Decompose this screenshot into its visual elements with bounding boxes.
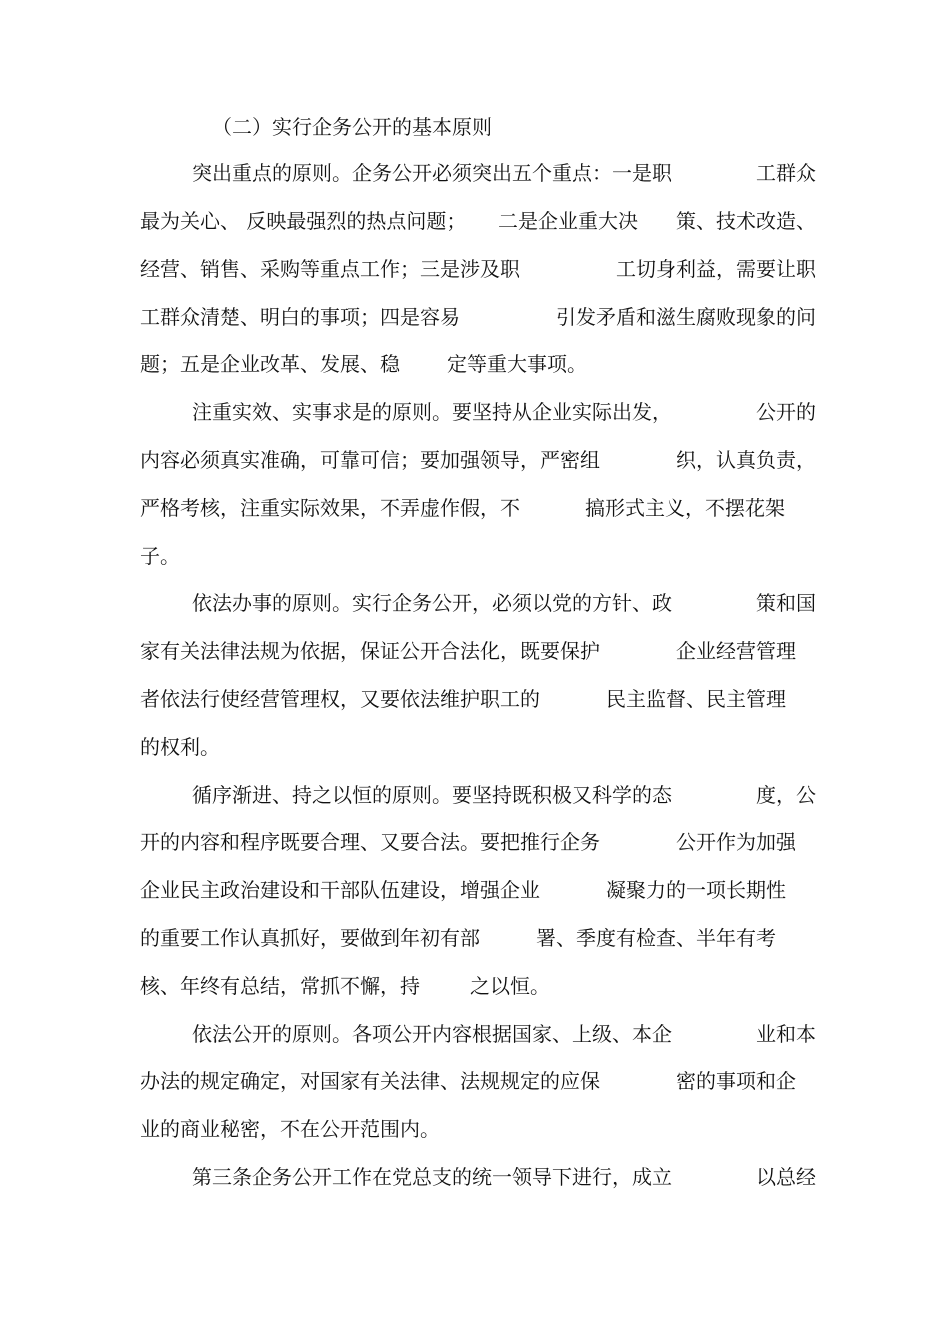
text-segment: 题；五是企业改革、发展、稳: [140, 352, 400, 376]
text-segment: 引发矛盾和滋生腐败现象的问: [556, 305, 816, 329]
text-segment: 严格考核，注重实际效果，不弄虚作假，不: [140, 496, 520, 520]
text-segment: 工切身利益，需要让职: [616, 257, 816, 281]
text-line: [140, 301, 816, 333]
text-segment: 者依法行使经营管理权，又要依法维护职工的: [140, 687, 540, 711]
text-segment: 度，公: [756, 783, 816, 807]
text-line: [140, 731, 816, 763]
text-line: [140, 826, 816, 858]
text-segment: 公开作为加强: [676, 830, 796, 854]
text-segment: 署、季度有检查、半年有考: [536, 926, 776, 950]
text-line: [140, 540, 816, 572]
text-segment: 公开的: [756, 400, 816, 424]
text-line: [192, 1161, 816, 1193]
text-line: [140, 1113, 816, 1145]
text-line: [192, 396, 816, 428]
text-segment: 工群众清楚、明白的事项；四是容易: [140, 305, 460, 329]
text-line: [140, 205, 816, 237]
text-segment: 循序渐进、持之以恒的原则。要坚持既积极又科学的态: [192, 783, 672, 807]
text-segment: 子。: [140, 544, 180, 568]
text-line: [140, 444, 816, 476]
text-segment: 企业经营管理: [676, 639, 796, 663]
text-line: [140, 922, 816, 954]
text-line: [192, 587, 816, 619]
text-segment: 的权利。: [140, 735, 220, 759]
text-segment: 注重实效、实事求是的原则。要坚持从企业实际出发，: [192, 400, 672, 424]
text-segment: 织，认真负责，: [676, 448, 816, 472]
text-line: [140, 874, 816, 906]
text-segment: 之以恒。: [470, 974, 550, 998]
text-segment: 办法的规定确定，对国家有关法律、法规规定的应保: [140, 1069, 600, 1093]
text-line: [140, 635, 816, 667]
text-line: [140, 1065, 816, 1097]
text-segment: 的重要工作认真抓好，要做到年初有部: [140, 926, 480, 950]
text-segment: 以总经: [756, 1165, 816, 1189]
text-segment: 经营、销售、采购等重点工作；三是涉及职: [140, 257, 520, 281]
text-segment: 搞形式主义，不摆花架: [585, 496, 785, 520]
text-segment: 凝聚力的一项长期性: [606, 878, 786, 902]
text-line: [140, 253, 816, 285]
text-segment: 密的事项和企: [676, 1069, 796, 1093]
heading-text: （二）实行企务公开的基本原则: [212, 115, 492, 139]
text-segment: 内容必须真实准确，可靠可信；要加强领导，严密组: [140, 448, 600, 472]
text-segment: 家有关法律法规为依据，保证公开合法化，既要保护: [140, 639, 600, 663]
text-segment: 定等重大事项。: [447, 352, 587, 376]
text-segment: 策、技术改造、: [676, 209, 816, 233]
text-segment: 策和国: [756, 591, 816, 615]
text-segment: 第三条企务公开工作在党总支的统一领导下进行，成立: [192, 1165, 672, 1189]
section-heading: [212, 111, 816, 143]
text-line: [192, 157, 816, 189]
text-segment: 突出重点的原则。企务公开必须突出五个重点：一是职: [192, 161, 672, 185]
text-segment: 业的商业秘密，不在公开范围内。: [140, 1117, 440, 1141]
text-line: [140, 348, 816, 380]
text-segment: 业和本: [756, 1022, 816, 1046]
text-segment: 核、年终有总结，常抓不懈，持: [140, 974, 420, 998]
text-segment: 二是企业重大决: [498, 209, 638, 233]
text-segment: 开的内容和程序既要合理、又要合法。要把推行企务: [140, 830, 600, 854]
text-line: [140, 683, 816, 715]
text-segment: 最为关心、 反映最强烈的热点问题；: [140, 209, 467, 233]
text-line: [140, 492, 816, 524]
text-segment: 依法公开的原则。各项公开内容根据国家、上级、本企: [192, 1022, 672, 1046]
text-segment: 民主监督、民主管理: [606, 687, 786, 711]
text-line: [192, 779, 816, 811]
text-line: [192, 1018, 816, 1050]
text-segment: 企业民主政治建设和干部队伍建设，增强企业: [140, 878, 540, 902]
text-segment: 依法办事的原则。实行企务公开，必须以党的方针、政: [192, 591, 672, 615]
text-line: [140, 970, 816, 1002]
text-segment: 工群众: [756, 161, 816, 185]
